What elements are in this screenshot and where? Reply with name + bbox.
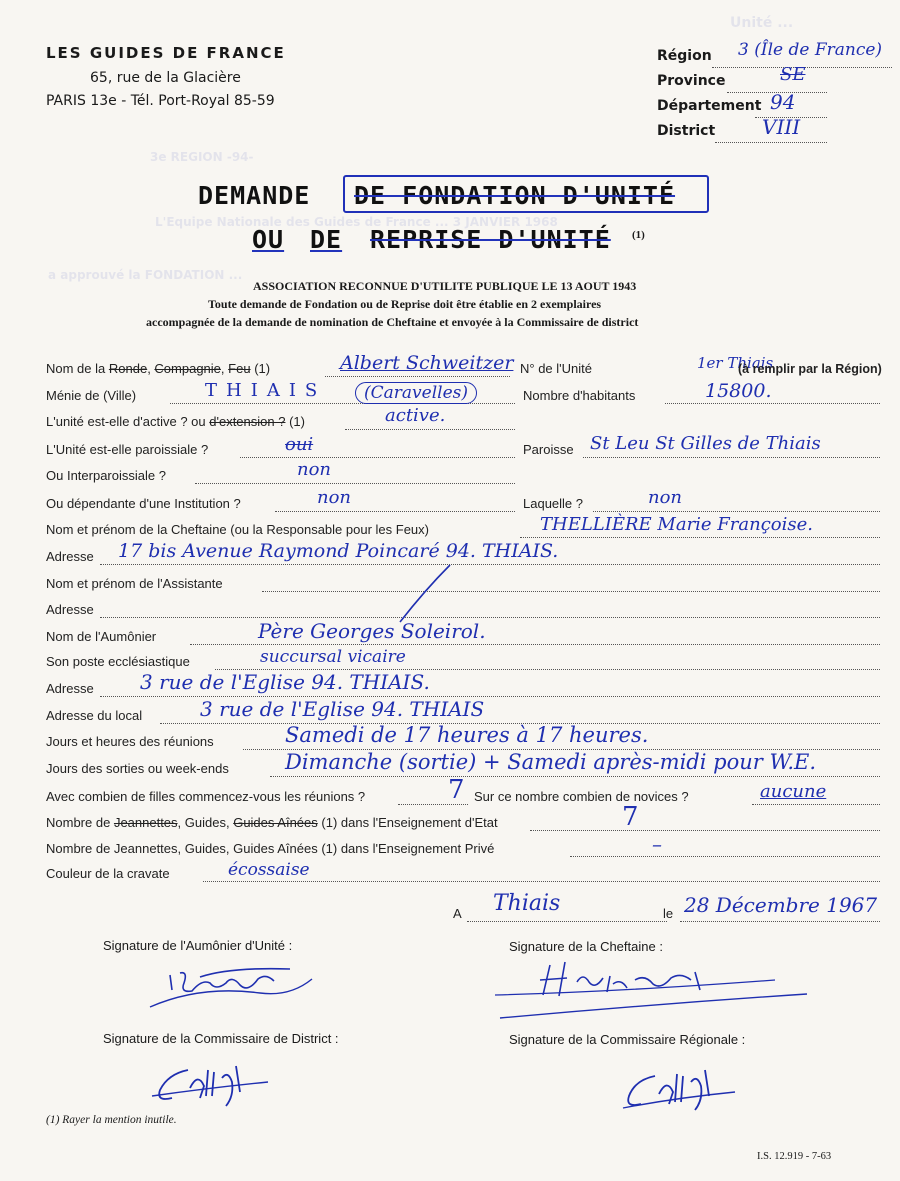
sorties-label: Jours des sorties ou week-ends bbox=[46, 761, 229, 776]
prive-label: Nombre de Jeannettes, Guides, Guides Aînées (1) dans l'Enseignement Privé bbox=[46, 841, 495, 856]
place-label: A bbox=[453, 906, 462, 921]
association-line2: Toute demande de Fondation ou de Reprise doit être établie en 2 exemplaires bbox=[208, 297, 602, 311]
menie-label: Ménie de (Ville) bbox=[46, 388, 137, 403]
filles-label: Avec combien de filles commencez-vous les réunions ? bbox=[46, 789, 366, 804]
province-label: Province bbox=[657, 73, 726, 89]
region-label: Région bbox=[657, 48, 712, 64]
adresse1-value: 17 bis Avenue Raymond Poincaré 94. THIAIS. bbox=[118, 540, 559, 562]
signature-commissaire-district bbox=[148, 1052, 278, 1112]
departement-label: Département bbox=[657, 98, 762, 114]
unite-label: N° de l'Unité bbox=[520, 361, 592, 376]
adresse3-label: Adresse bbox=[46, 681, 94, 696]
title-demande: DEMANDE bbox=[198, 181, 311, 210]
signature-aumonier bbox=[140, 955, 320, 1015]
form-code: I.S. 12.919 - 7-63 bbox=[757, 1151, 832, 1162]
signature-cheftaine bbox=[495, 950, 825, 1025]
assistante-label: Nom et prénom de l'Assistante bbox=[46, 576, 223, 591]
bleed-through-text: a approuvé la FONDATION ... bbox=[48, 268, 243, 282]
adresse1-label: Adresse bbox=[46, 549, 94, 564]
footnote: (1) Rayer la mention inutile. bbox=[46, 1114, 177, 1126]
title-footnote-mark: (1) bbox=[632, 229, 645, 241]
jours-value: Samedi de 17 heures à 17 heures. bbox=[285, 723, 649, 747]
bleed-through-text: L'Equipe Nationale des Guides de France ... 3 JANVIER 1968 bbox=[155, 215, 558, 229]
sig-cheftaine-label: Signature de la Cheftaine : bbox=[509, 939, 663, 954]
institution-value: non bbox=[317, 487, 352, 508]
institution-label: Ou dépendante d'une Institution ? bbox=[46, 496, 241, 511]
etat-value: 7 bbox=[622, 802, 639, 832]
aumonier-label: Nom de l'Aumônier bbox=[46, 629, 157, 644]
nom-label: Nom de la Ronde, Compagnie, Feu (1) bbox=[46, 361, 271, 376]
poste-label: Son poste ecclésiastique bbox=[46, 654, 190, 669]
adresse3-value: 3 rue de l'Eglise 94. THIAIS. bbox=[140, 670, 430, 694]
poste-value: succursal vicaire bbox=[260, 647, 406, 667]
title-reprise: REPRISE D'UNITÉ bbox=[370, 225, 611, 254]
date-label: le bbox=[663, 906, 674, 921]
district-value: VIII bbox=[762, 115, 801, 139]
sig-commissaire-regionale-label: Signature de la Commissaire Régionale : bbox=[509, 1032, 746, 1047]
habitants-label: Nombre d'habitants bbox=[523, 388, 636, 403]
etat-label: Nombre de Jeannettes, Guides, Guides Aînées (1) dans l'Enseignement d'Etat bbox=[46, 815, 498, 830]
cheftaine-value: THELLIÈRE Marie Françoise. bbox=[540, 514, 814, 535]
laquelle-value: non bbox=[648, 487, 683, 508]
bleed-through-text: Unité ... bbox=[730, 15, 794, 31]
title-de: DE bbox=[310, 225, 343, 254]
date-value: 28 Décembre 1967 bbox=[684, 893, 878, 917]
habitants-value: 15800. bbox=[705, 380, 772, 402]
departement-value: 94 bbox=[770, 90, 796, 114]
menie-value: THIAIS bbox=[205, 380, 327, 401]
local-value: 3 rue de l'Eglise 94. THIAIS bbox=[200, 697, 485, 721]
sorties-value: Dimanche (sortie) + Samedi après-midi pour W.E. bbox=[285, 750, 817, 774]
paroisse-value: St Leu St Gilles de Thiais bbox=[590, 433, 821, 454]
district-label: District bbox=[657, 123, 716, 139]
laquelle-label: Laquelle ? bbox=[523, 496, 583, 511]
aumonier-value: Père Georges Soleirol. bbox=[258, 619, 486, 643]
unite-value: 1er Thiais bbox=[697, 354, 774, 372]
active-label: L'unité est-elle d'active ? ou d'extension ? (1) bbox=[46, 414, 305, 429]
title-fondation: DE FONDATION D'UNITÉ bbox=[354, 181, 676, 210]
cheftaine-label: Nom et prénom de la Cheftaine (ou la Responsable pour les Feux) bbox=[46, 522, 429, 537]
province-value: SE bbox=[780, 64, 806, 85]
filles-value: 7 bbox=[448, 775, 465, 805]
title-ou: OU bbox=[252, 225, 285, 254]
bleed-through-text: 3e REGION -94- bbox=[150, 150, 254, 164]
nom-value: Albert Schweitzer bbox=[340, 352, 514, 374]
novices-value: aucune bbox=[760, 781, 827, 802]
place-value: Thiais bbox=[493, 891, 561, 916]
cravate-value: écossaise bbox=[228, 860, 310, 880]
adresse2-label: Adresse bbox=[46, 602, 94, 617]
cravate-label: Couleur de la cravate bbox=[46, 866, 170, 881]
organization-city-phone: PARIS 13e - Tél. Port-Royal 85-59 bbox=[46, 93, 275, 109]
prive-value: – bbox=[652, 832, 662, 856]
organization-address: 65, rue de la Glacière bbox=[90, 70, 241, 86]
signature-commissaire-regionale bbox=[615, 1058, 745, 1118]
paroisse-label: Paroisse bbox=[523, 442, 574, 457]
unite-note: (à remplir par la Région) bbox=[738, 362, 882, 376]
association-line1: ASSOCIATION RECONNUE D'UTILITE PUBLIQUE LE 13 AOUT 1943 bbox=[253, 279, 637, 293]
paroissiale-value: oui bbox=[285, 434, 314, 455]
sig-commissaire-district-label: Signature de la Commissaire de District : bbox=[103, 1031, 339, 1046]
interparoissiale-label: Ou Interparoissiale ? bbox=[46, 468, 166, 483]
local-label: Adresse du local bbox=[46, 708, 143, 723]
paroissiale-label: L'Unité est-elle paroissiale ? bbox=[46, 442, 209, 457]
association-line3: accompagnée de la demande de nomination de Cheftaine et envoyée à la Commissaire de district bbox=[146, 315, 639, 329]
novices-label: Sur ce nombre combien de novices ? bbox=[474, 789, 689, 804]
interparoissiale-value: non bbox=[297, 459, 332, 480]
nom-value-2: (Caravelles) bbox=[355, 382, 477, 404]
sig-aumonier-label: Signature de l'Aumônier d'Unité : bbox=[103, 938, 293, 953]
active-value: active. bbox=[385, 405, 446, 426]
organization-name: LES GUIDES DE FRANCE bbox=[46, 44, 286, 62]
region-value: 3 (Île de France) bbox=[738, 40, 883, 60]
jours-label: Jours et heures des réunions bbox=[46, 734, 214, 749]
